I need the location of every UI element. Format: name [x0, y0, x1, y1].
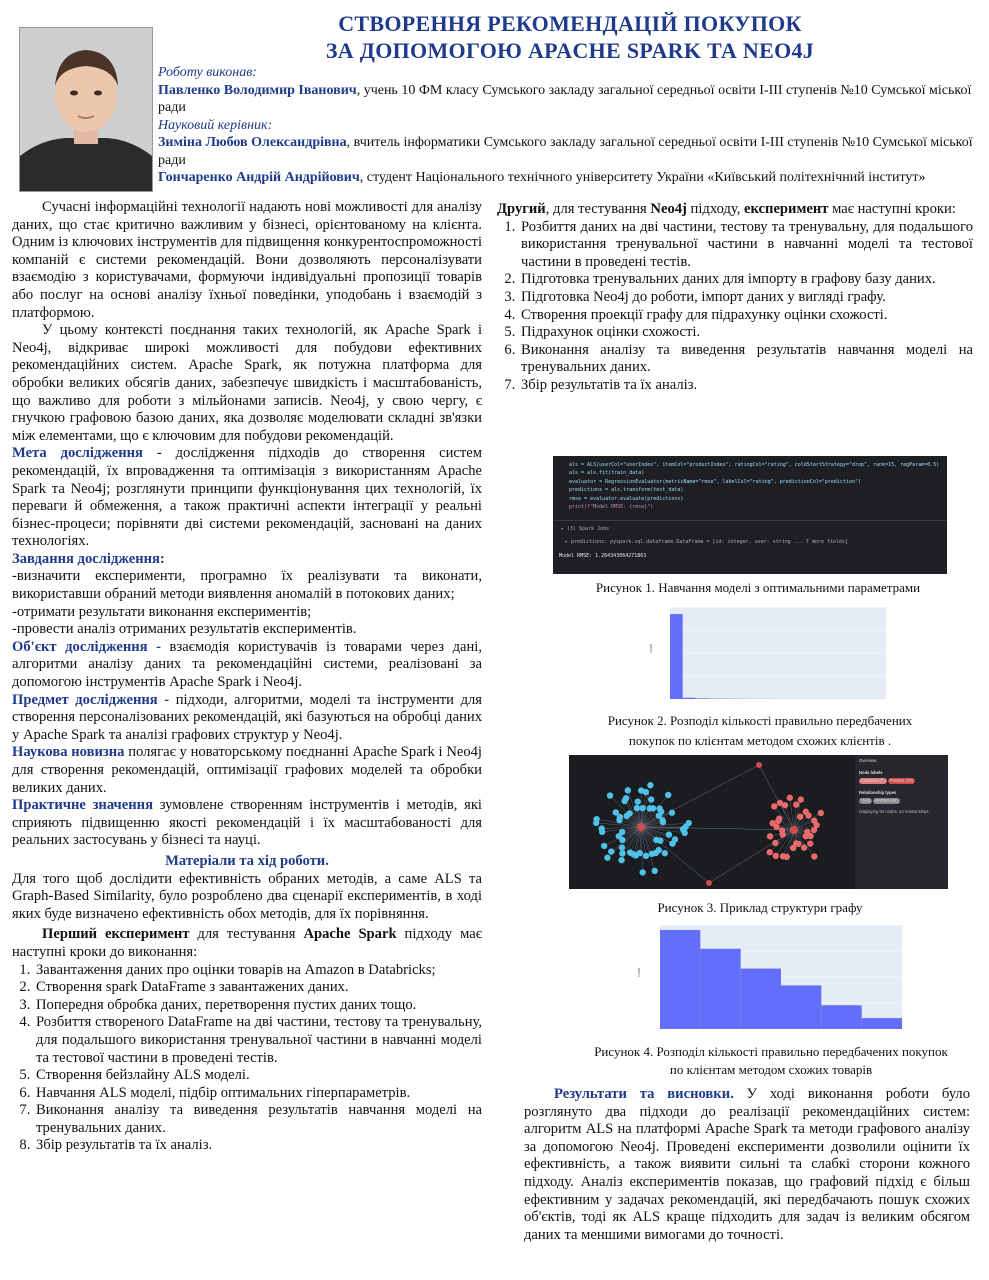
- exp2-step: 1. Розбиття даних на дві частини, тестову та тренувальну, для подальшого використання тренувальної частини в навчанні моделі та тестової частини в проведені тестів.: [519, 219, 973, 272]
- histogram-bar: [821, 1005, 861, 1029]
- node-labels-heading: Node labels: [859, 770, 883, 775]
- graph-node[interactable]: [803, 809, 809, 815]
- graph-node[interactable]: [769, 820, 775, 826]
- graph-node[interactable]: [797, 814, 803, 820]
- node-label-chip[interactable]: Customer (*): [861, 778, 885, 783]
- code-line: als = ALS(userCol="userIndex", itemCol="productIndex", ratingCol="rating", coldStartStrategy="drop", rank=15, regParam=0.5): [569, 462, 940, 468]
- exp1-intro: [12, 926, 482, 961]
- exp1-label: Перший експеримент: [42, 926, 190, 943]
- y-axis-label: count: [637, 968, 641, 977]
- graph-node[interactable]: [601, 843, 607, 849]
- graph-node[interactable]: [619, 829, 625, 835]
- intro-paragraph-2: У цьому контексті поєднання таких технологій, як Apache Spark і Neo4j, відкриває широкі можливості для побудови ефективних рекомендаційних систем. Apache Spark, як потужна платформа для обробки великих обсягів даних, забезпечує швидкість і масштабованість, що важливо для роботи з мільйонами записів. Neo4j, у свою чергу, є гнучкою графовою базою даних, яка дозволяє моделювати складні зв'язки між елементами, що є ключовим для побудови рекомендацій.: [12, 322, 482, 444]
- figure-4-caption-line-1: Рисунок 4. Розподіл кількості правильно передбачених покупок: [594, 1044, 948, 1059]
- graph-node[interactable]: [811, 817, 817, 823]
- histogram-bar: [695, 698, 708, 699]
- intro-paragraph-1: Сучасні інформаційні технології надають нові можливості для аналізу даних, що стає критично важливим у бізнесі, орієнтованому на клієнта. Одним із ключових інструментів для підвищення конкурентоспроможності компаній є системи рекомендацій. Вони дозволяють персоналізувати взаємодію з користувачами, формуючи індивідуальні пропозиції товарів або послуг на основі аналізу їхньої поведінки, уподобань і взаємодій з платформою.: [12, 199, 482, 321]
- graph-node[interactable]: [680, 826, 686, 832]
- supervisor-label: Науковий керівник:: [158, 117, 273, 133]
- figure-4-caption-line-2: по клієнтам методом схожих товарів: [669, 1062, 873, 1077]
- figure-3-graph: [569, 755, 948, 889]
- figure-1-code-screenshot: [553, 456, 947, 574]
- graph-node[interactable]: [634, 805, 640, 811]
- relationship-chip[interactable]: RATED (44): [875, 798, 898, 803]
- graph-node[interactable]: [706, 880, 712, 886]
- right-column-steps: [497, 201, 973, 395]
- code-line: evaluator = RegressionEvaluator(metricName="rmse", labelCol="rating", predictionCol="prediction"): [569, 478, 861, 485]
- supervisor1-name: Зиміна Любов Олександрівна: [158, 135, 347, 150]
- graph-node[interactable]: [624, 813, 630, 819]
- graph-node[interactable]: [618, 857, 624, 863]
- performer-desc: , учень 10 ФМ класу Сумського закладу загальної середньої освіти І-ІІІ ступенів №10 Сумської міської ради: [158, 82, 972, 115]
- graph-node[interactable]: [669, 810, 675, 816]
- exp2-step: 5. Підрахунок оцінки схожості.: [519, 324, 973, 342]
- results-text: У ході виконання роботи було розглянуто два підходи до реалізації рекомендаційних систем: алгоритм ALS на платформі Apache Spark та методи графового аналізу за допомогою Neo4j. Проведені експерименти дозволили оцінити їх ефективність, а також виявити сильні та слабкі сторони кожного підходу. Аналіз експериментів показав, що графовий підхід є більш ефективним у задачах рекомендацій, які передбачають пошук схожих об'єктів, тоді як ALS краще підходить для задач із великим обсягом даних та меншими вимогами до точності.: [524, 1086, 971, 1243]
- graph-edge: [641, 827, 794, 830]
- graph-node[interactable]: [803, 833, 809, 839]
- code-jobs: ▸ (3) Spark Jobs: [553, 520, 947, 533]
- exp2-step: 7. Збір результатів та їх аналіз.: [519, 377, 973, 395]
- title-line-1: СТВОРЕННЯ РЕКОМЕНДАЦІЙ ПОКУПОК: [338, 11, 802, 36]
- graph-node[interactable]: [780, 853, 786, 859]
- performer-label: Роботу виконав:: [158, 65, 257, 80]
- exp2-mid: , для тестування: [545, 201, 651, 217]
- graph-node[interactable]: [773, 853, 779, 859]
- exp1-step: 3. Попередня обробка даних, перетворення пустих даних тощо.: [34, 997, 482, 1015]
- exp1-mid: для тестування: [189, 926, 304, 943]
- exp1-step: 7. Виконання аналізу та виведення результатів навчання моделі на тренувальних даних.: [34, 1102, 482, 1137]
- figure-2-caption-line-1: Рисунок 2. Розподіл кількості правильно передбачених: [607, 713, 913, 728]
- practical-label: Практичне значення: [12, 797, 153, 814]
- exp2-step: 2. Підготовка тренувальних даних для імпорту в графову базу даних.: [519, 271, 973, 289]
- graph-edge: [790, 798, 794, 830]
- goal-label: Мета дослідження: [12, 445, 143, 462]
- graph-node[interactable]: [619, 844, 625, 850]
- graph-node[interactable]: [617, 814, 623, 820]
- subject-text: підходи, алгоритми, моделі та інструменти для створення персоналізованих рекомендацій, які базуються на обробці даних у Apache Spark та аналізі графових структур у Neo4j.: [12, 691, 482, 743]
- graph-node[interactable]: [619, 850, 625, 856]
- graph-node[interactable]: [811, 853, 817, 859]
- graph-node[interactable]: [652, 868, 658, 874]
- graph-hub-node[interactable]: [790, 826, 798, 834]
- paper-title: [160, 10, 980, 64]
- exp2-steps-list: [497, 219, 973, 395]
- node-label-chip[interactable]: Product (29): [889, 778, 913, 783]
- graph-overview-panel: [855, 755, 948, 889]
- graph-node[interactable]: [771, 803, 777, 809]
- figure-3-caption: Рисунок 3. Приклад структури графу: [657, 900, 863, 915]
- graph-node[interactable]: [639, 805, 645, 811]
- graph-node[interactable]: [779, 827, 785, 833]
- graph-canvas: [569, 755, 854, 889]
- graph-node[interactable]: [665, 792, 671, 798]
- graph-node[interactable]: [669, 840, 675, 846]
- exp1-tech: Apache Spark: [303, 926, 397, 943]
- supervisor2-name: Гончаренко Андрій Андрійович: [158, 170, 360, 185]
- task-3: -провести аналіз отриманих результатів експериментів.: [12, 621, 357, 638]
- practical-text: зумовлене створенням інструментів і методів, які сприяють підвищенню якості рекомендацій і їх масштабованості для реальних застосувань у бізнесі та науці.: [12, 797, 482, 849]
- histogram-bar: [862, 1018, 902, 1029]
- graph-node[interactable]: [621, 798, 627, 804]
- graph-node[interactable]: [659, 817, 665, 823]
- exp1-steps-list: [12, 962, 482, 1156]
- novelty-text: полягає у новаторському поєднанні Apache Spark і Neo4j для створення рекомендацій, оптимізації графових моделей та обробки великих даних.: [12, 744, 482, 796]
- exp2-tail: має наступні кроки:: [828, 201, 956, 217]
- graph-node[interactable]: [776, 815, 782, 821]
- results-section: [524, 1086, 970, 1244]
- graph-node[interactable]: [756, 762, 762, 768]
- graph-node[interactable]: [793, 840, 799, 846]
- graph-node[interactable]: [647, 782, 653, 788]
- code-line: predictions = als.transform(test_data): [569, 487, 684, 494]
- graph-node[interactable]: [648, 796, 654, 802]
- figure-2-caption-line-2: покупок по клієнтам методом схожих клієнтів .: [628, 733, 892, 748]
- exp2-intro: [497, 201, 973, 219]
- code-output: Model RMSE: 1.264343064271863: [559, 553, 647, 560]
- supervisor1-desc: , вчитель інформатики Сумського закладу загальної середньої освіти І-ІІІ ступенів №10 Сумської міської ради: [158, 135, 973, 168]
- relationship-chip[interactable]: *(44): [861, 798, 871, 803]
- goal-text: - дослідження підходів до створення систем рекомендацій, їх впровадження та оптимізація з використанням Apache Spark та Neo4j; розглянути принципи функціонування цих технологій, їх переваги й обмеження, а також практичні аспекти інтеграції у реальні бізнес-процеси; порівняти дві системи рекомендацій, засновані на даних технологіях.: [12, 445, 482, 550]
- exp1-step: 5. Створення бейзлайну ALS моделі.: [34, 1067, 482, 1085]
- exp1-step: 6. Навчання ALS моделі, підбір оптимальних гіперпараметрів.: [34, 1085, 482, 1103]
- novelty-paragraph: [12, 744, 482, 797]
- code-line: als = als.fit(train_data): [569, 470, 645, 477]
- supervisor2-line: [158, 169, 973, 187]
- exp1-step: 1. Завантаження даних про оцінки товарів на Amazon в Databricks;: [34, 962, 482, 980]
- materials-heading: Матеріали та хід роботи.: [165, 852, 329, 869]
- graph-node[interactable]: [625, 787, 631, 793]
- graph-node[interactable]: [608, 848, 614, 854]
- graph-node[interactable]: [593, 820, 599, 826]
- histogram-bar: [781, 985, 821, 1029]
- graph-node[interactable]: [627, 849, 633, 855]
- figure-4-histogram: [636, 921, 908, 1039]
- graph-node[interactable]: [818, 810, 824, 816]
- histogram-bar: [741, 969, 781, 1029]
- practical-paragraph: [12, 797, 482, 850]
- graph-node[interactable]: [793, 801, 799, 807]
- graph-node[interactable]: [798, 796, 804, 802]
- exp2-tech: Neo4j: [650, 201, 687, 217]
- graph-node[interactable]: [767, 833, 773, 839]
- histogram-bar: [700, 949, 740, 1029]
- exp2-step: 6. Виконання аналізу та виведення результатів навчання моделі на тренувальних даних.: [519, 342, 973, 377]
- graph-node[interactable]: [801, 844, 807, 850]
- graph-node[interactable]: [639, 869, 645, 875]
- task-2: -отримати результати виконання експериментів;: [12, 603, 312, 620]
- author-photo-image: [20, 28, 152, 191]
- relationship-types-row: [859, 798, 944, 804]
- figure-1-caption: Рисунок 1. Навчання моделі з оптимальними параметрами: [595, 580, 921, 595]
- subject-paragraph: [12, 692, 482, 745]
- graph-node[interactable]: [633, 852, 639, 858]
- graph-node[interactable]: [643, 789, 649, 795]
- code-line: print(f"Model RMSE: {rmse}"): [569, 504, 654, 511]
- figure-2-histogram: [648, 601, 892, 705]
- results-paragraph: [524, 1086, 970, 1244]
- object-paragraph: [12, 639, 482, 692]
- graph-node[interactable]: [772, 840, 778, 846]
- graph-node[interactable]: [658, 808, 664, 814]
- authors-block: [158, 64, 973, 187]
- code-cell: [553, 456, 947, 511]
- graph-node[interactable]: [662, 850, 668, 856]
- graph-node[interactable]: [635, 798, 641, 804]
- exp2-word: експеримент: [744, 201, 829, 217]
- histogram-bar: [683, 698, 696, 699]
- graph-node[interactable]: [787, 795, 793, 801]
- graph-node[interactable]: [643, 853, 649, 859]
- exp1-step: 2. Створення spark DataFrame з завантажених даних.: [34, 979, 482, 997]
- graph-hub-node[interactable]: [637, 823, 645, 831]
- object-text: взаємодія користувачів із товарами через дані, алгоритми аналізу даних та рекомендаційні системи, реалізовані за допомогою інструментів Apache Spark і Neo4j.: [12, 638, 482, 691]
- graph-node[interactable]: [619, 837, 625, 843]
- graph-node[interactable]: [607, 792, 613, 798]
- exp2-step: 3. Підготовка Neo4j до роботи, імпорт даних у вигляді графу.: [519, 289, 973, 307]
- graph-node[interactable]: [666, 831, 672, 837]
- exp1-tail: підходу має наступні кроки до виконання:: [12, 926, 482, 960]
- performer-name: Павленко Володимир Іванович: [158, 82, 357, 98]
- supervisor1-line: [158, 134, 973, 169]
- overview-title: Overview: [859, 758, 877, 763]
- exp2-step: 4. Створення проекції графу для підрахунку оцінки схожості.: [519, 307, 973, 325]
- author-photo: [19, 27, 153, 192]
- y-axis-label: count: [649, 644, 653, 653]
- graph-node[interactable]: [657, 838, 663, 844]
- graph-node[interactable]: [686, 820, 692, 826]
- code-line: rmse = evaluator.evaluate(predictions): [569, 495, 684, 502]
- histogram-bar: [660, 930, 700, 1029]
- object-label: Об'єкт дослідження -: [12, 638, 161, 655]
- goal-paragraph: [12, 445, 482, 551]
- graph-node[interactable]: [650, 805, 656, 811]
- exp1-step: 8. Збір результатів та їх аналіз.: [34, 1137, 482, 1155]
- graph-node[interactable]: [807, 840, 813, 846]
- graph-node[interactable]: [782, 802, 788, 808]
- task-1: -визначити експерименти, програмно їх реалізувати та виконати, використавши обраний методи виявлення аномалій в потокових даних;: [12, 568, 482, 603]
- graph-node[interactable]: [604, 855, 610, 861]
- graph-node[interactable]: [767, 849, 773, 855]
- exp2-mid2: підходу,: [686, 201, 745, 217]
- performer-line: [158, 82, 973, 117]
- graph-node[interactable]: [599, 829, 605, 835]
- graph-edge: [641, 827, 655, 871]
- graph-node[interactable]: [649, 851, 655, 857]
- relationship-types-heading: Relationship types: [859, 790, 897, 795]
- graph-edge: [641, 827, 643, 872]
- materials-text: Для того щоб дослідити ефективність обраних методів, а саме ALS та Graph-Based Similarity, було розроблено два сценарії експериментів, в ході яких буде визначено ефективність обох методів, для їх порівняння.: [12, 870, 482, 922]
- histogram-bar: [670, 614, 683, 699]
- novelty-label: Наукова новизна: [12, 744, 125, 761]
- tasks-label: Завдання дослідження:: [12, 550, 165, 567]
- subject-label: Предмет дослідження -: [12, 691, 170, 708]
- code-dataframe-info: ▸ predictions: pyspark.sql.dataframe.DataFrame = [id: integer, user: string ... 7 more fields]: [565, 538, 848, 545]
- figure-4-caption: [553, 1043, 989, 1079]
- graph-summary: Displaying 64 nodes, 44 relationships.: [859, 809, 930, 814]
- supervisor2-desc: , студент Національного технічного університету України «Київський політехнічний інститут»: [359, 170, 926, 185]
- left-column: [12, 199, 482, 1155]
- exp1-step: 4. Розбиття створеного DataFrame на дві частини, тестову та тренувальну, для подальшого використання тренувальної частини в навчанні моделі та тестової частини в проведені тестів.: [34, 1014, 482, 1067]
- results-label: Результати та висновки.: [554, 1086, 734, 1102]
- node-labels-row: [859, 778, 944, 784]
- figure-2-caption: [560, 711, 960, 751]
- exp2-label: Другий: [497, 201, 546, 217]
- title-line-2: ЗА ДОПОМОГОЮ APACHE SPARK ТА NEO4J: [325, 38, 815, 63]
